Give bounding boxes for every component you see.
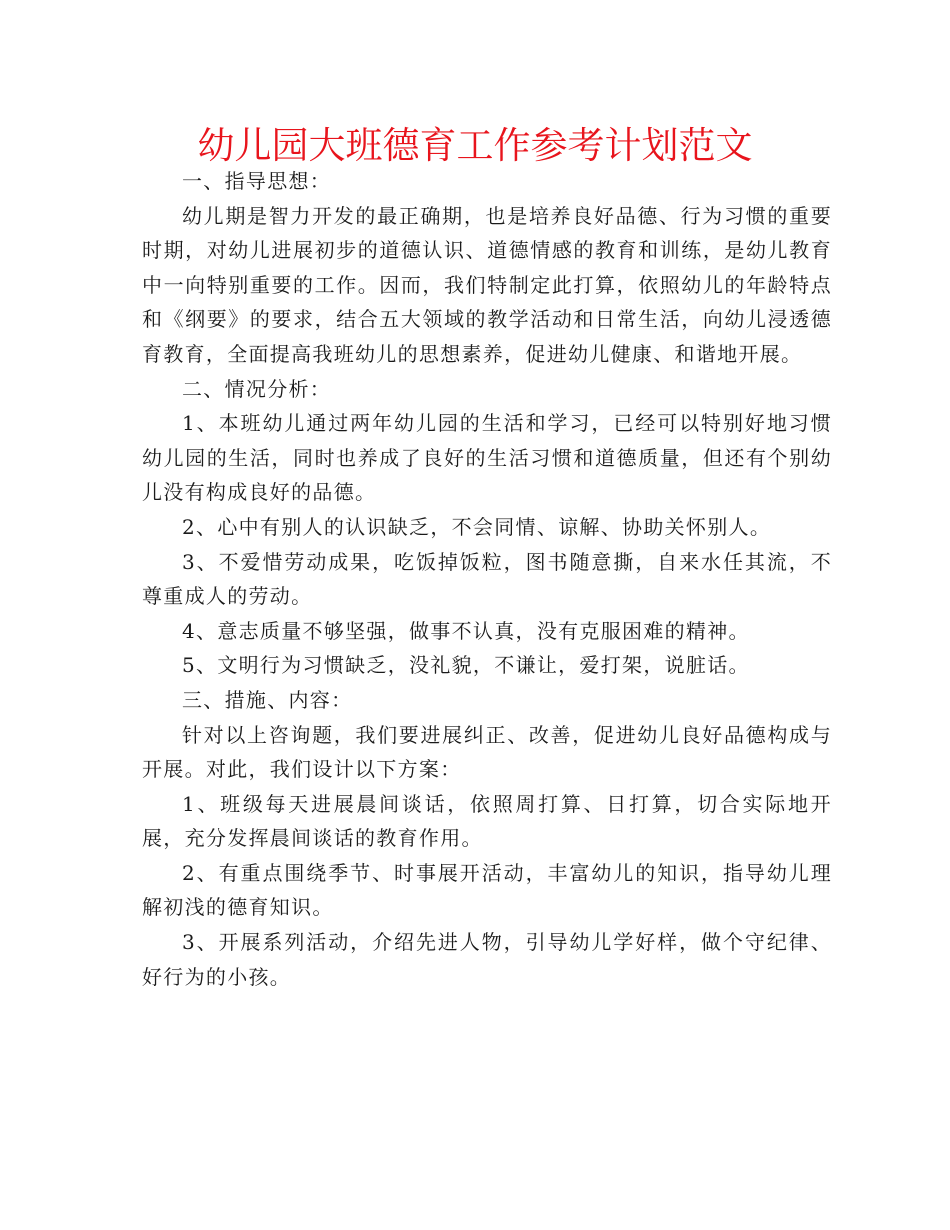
paragraph-analysis-1: 1、本班幼儿通过两年幼儿园的生活和学习，已经可以特别好地习惯幼儿园的生活，同时也养成了良好的生活习惯和道德质量，但还有个别幼儿没有构成良好的品德。 [142, 411, 832, 505]
document-body [142, 164, 832, 994]
paragraph-measures-intro: 针对以上咨询题，我们要进展纠正、改善，促进幼儿良好品德构成与开展。对此，我们设计以下方案： [142, 722, 832, 782]
paragraph-analysis-2: 2、心中有别人的认识缺乏，不会同情、谅解、协助关怀别人。 [182, 514, 772, 539]
paragraph-analysis-3: 3、不爱惜劳动成果，吃饭掉饭粒，图书随意撕，自来水任其流，不尊重成人的劳动。 [142, 549, 832, 609]
paragraph-measures-3: 3、开展系列活动，介绍先进人物，引导幼儿学好样，做个守纪律、好行为的小孩。 [142, 930, 832, 989]
section-heading-guiding-thought: 一、指导思想： [182, 169, 332, 193]
paragraph-analysis-5: 5、文明行为习惯缺乏，没礼貌，不谦让，爱打架，说脏话。 [182, 653, 750, 678]
paragraph-analysis-4: 4、意志质量不够坚强，做事不认真，没有克服困难的精神。 [182, 618, 750, 643]
paragraph-measures-2: 2、有重点围绕季节、时事展开活动，丰富幼儿的知识，指导幼儿理解初浅的德育知识。 [142, 860, 832, 920]
section-heading-measures: 三、措施、内容： [182, 687, 353, 712]
paragraph-guiding-thought: 幼儿期是智力开发的最正确期，也是培养良好品德、行为习惯的重要时期，对幼儿进展初步的道德认识、道德情感的教育和训练，是幼儿教育中一向特别重要的工作。因而，我们特制定此打算，依照幼儿的年龄特点和《纲要》的要求，结合五大领域的教学活动和日常生活，向幼儿浸透德育教育，全面提高我班幼儿的思想素养，促进幼儿健康、和谐地开展。 [142, 203, 832, 366]
paragraph-measures-1: 1、班级每天进展晨间谈话，依照周打算、日打算，切合实际地开展，充分发挥晨间谈话的教育作用。 [142, 791, 832, 851]
document-title: 幼儿园大班德育工作参考计划范文 [197, 124, 753, 167]
section-heading-situation-analysis: 二、情况分析： [182, 376, 332, 401]
